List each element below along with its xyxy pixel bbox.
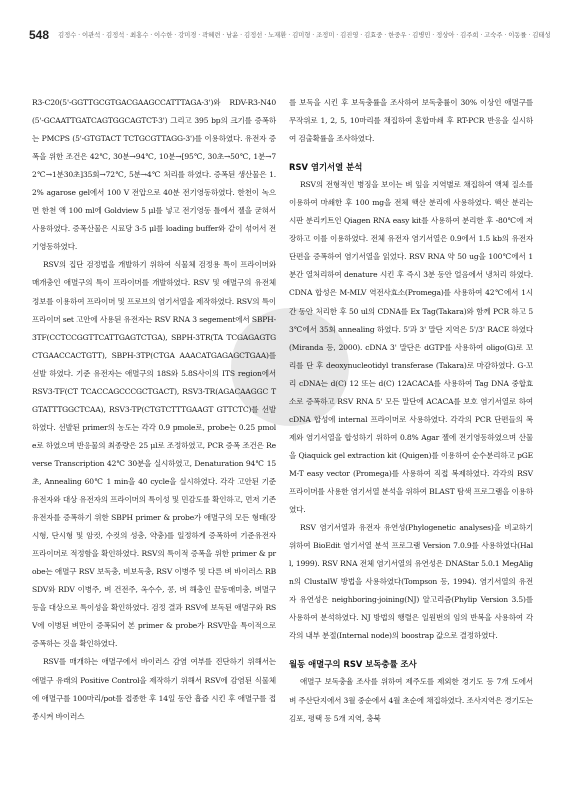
section-spacer <box>289 148 533 158</box>
paragraph: R3-C20(5'-GGTTGCGTGACGAAGCCATTTAGA-3')와 RDV-R3-N40(5'-GCAATTGATCAGTGGCAGTCT-3') 그리고 395 bp의 크기를 증폭하는 PMCPS (5'-GTGTACT TCTGCGTTAGG-3')를 이용하였다. 유전자 증폭을 위한 조건은 42℃, 30분→94℃, 10분→[95℃, 30초→50℃, 1분→72℃→1분30초]35회→72℃, 5분→4℃ 처리를 하였다. 증폭된 생산물은 1.2% agarose gel에서 100 V 전압으로 40분 전기영동하였다. 한천이 녹으면 한천 액 100 ml에 Goldview 5 μl를 넣고 전기영동 틀에서 젤을 굳혀서 사용하였다. 증폭산물은 시료당 3-5 μl를 loading buffer와 같이 섞어서 전기영동하였다. <box>32 98 276 252</box>
left-column <box>32 94 276 726</box>
paragraph: 를 보독을 시킨 후 보독충률을 조사하여 보독충률이 30% 이상인 애멸구를 무작위로 1, 2, 5, 10마리를 채집하여 혼합마쇄 후 RT-PCR 반응을 실시하여 검출확률을 조사하였다. <box>289 98 533 144</box>
section-heading-overwintering: 월동 애멸구의 RSV 보독충률 조사 <box>289 659 417 670</box>
section-spacer <box>289 645 533 655</box>
section-heading-rsv-sequence: RSV 염기서열 분석 <box>289 162 363 173</box>
paragraph: RSV의 집단 검정법을 개발하기 위하여 식물체 검정용 특이 프라이머와 매개충인 애멸구의 특이 프라이머를 개발하였다. RSV 및 애멸구의 유전체 정보를 이용하여 프라이머 및 프로브의 염기서열을 제작하였다. RSV의 특이 프라이머 set 고안에 사용된 유전자는 RSV RNA 3 segement에서 SBPH-3TF(CCTCCGGTTCATTGAGTCTGA), SBPH-3TR(TA TCGAGAGTGCTGAACCACTGTT), SBPH-3TP(CTGA AAACATGAGAGCTGAA)를 선발 하였다. 기준 유전자는 애멸구의 18S와 5.8S사이의 ITS region에서 RSV3-TF(CT TCACCAGCCCGCTGACT), RSV3-TR(AGACAAGGC TGTATTTGGCTCAA), RSV3-TP(CTGTCTTTGAAGT GTTCTC)를 선발하였다. 선발된 primer의 농도는 각각 0.9 pmole로, probe는 0.25 pmole로 하였으며 반응물의 최종량은 25 μl로 조정하였고, PCR 증폭 조건은 Reverse Transcription 42℃ 30분을 실시하였고, Denaturation 94℃ 15초, Annealing 60℃ 1 min을 40 cycle을 실시하였다. 각각 고안된 기준 유전자와 대상 유전자의 프라이머의 특이성 및 민감도를 확인하고, 먼저 기존 유전자를 증폭하기 위한 SBPH primer & probe가 애멸구의 모든 형태(장시형, 단시형 및 암컷, 수컷의 성충, 약충)를 일정하게 증폭하여 기준유전자 프라이머로 적정함을 확인하였다. RSV의 특이적 증폭을 위한 primer & probe는 애멸구 RSV 보독충, 비보독충, RSV 이병주 및 다른 벼 바이러스 RBSDV와 RDV 이병주, 벼 건전주, 옥수수, 콩, 벼 해충인 끝동매미충, 벼멸구 등을 대상으로 특이성을 확인하였다. 검정 결과 RSV에 보독된 애멸구와 RSV에 이병된 벼만이 증폭되어 본 primer & probe가 RSV만을 특이적으로 증폭하는 것을 확인하였다. <box>32 260 276 649</box>
paragraph: 애멸구 보독충율 조사를 위하여 제주도를 제외한 경기도 등 7개 도에서 벼 주산단지에서 3월 중순에서 4월 초순에 채집하였다. 조사지역은 경기도는 김포, 평택 등 5개 지역, 충북 <box>289 677 533 723</box>
paragraph: RSV 염기서열과 유전자 유연성(Phylogenetic analyses)을 비교하기 위하여 BioEdit 염기서열 분석 프로그램 Version 7.0.9를 사용하였다(Hall, 1999). RSV RNA 전체 염기서열의 유연성은 DNAStar 5.0.1 MegAlign의 ClustalW 방법을 사용하였다(Tompson 등, 1994). 염기서열의 유전자 유연성은 neighboring-joining(NJ) 알고리즘(Phylip Version 3.5)를 사용하여 분석하였다. NJ 방법의 행렬은 일원번의 임의 반복을 사용하여 각각의 내부 분절(Internal node)의 boostrap 값으로 결정하였다. <box>289 523 533 641</box>
page-number: 548 <box>29 28 50 42</box>
right-column <box>289 94 533 728</box>
paragraph: RSV를 매개하는 애멸구에서 바이러스 감염 여부를 진단하기 위해서는 애멸구 유래의 Positive Control을 제작하기 위해서 RSV에 감염된 식물체에 애멸구를 100마리/pot를 접종한 후 14일 동안 흡즙 시킨 후 애멸구를 접종시켜 바이러스 <box>32 657 276 721</box>
paragraph: RSV의 전형적인 병징을 보이는 벼 잎을 지역별로 채집하여 액체 질소를 이용하여 마쇄한 후 100 mg을 전체 핵산 분리에 사용하였다. 핵산 분리는 시판 분리키트인 Qiagen RNA easy kit를 사용하여 분리한 후 -80℃에 저장하고 이를 이용하였다. 전체 유전자 염기서열은 0.9에서 1.5 kb의 유전자 단편을 증폭하여 염기서열을 읽었다. RSV RNA 약 50 ug을 100℃에서 1분간 열처리하여 denature 시킨 후 즉시 3분 동안 얼음에서 냉처리 하였다. CDNA 합성은 M-MLV 역전사효소(Promega)를 사용하여 42℃에서 1시간 동안 처리한 후 50 ul의 CDNA를 Ex Tag(Takara)와 함께 PCR 하고 53℃에서 35회 annealing 하였다. 5'과 3' 말단 지역은 5'/3' RACE 하였다 (Miranda 등, 2000). cDNA 3' 말단은 dGTP를 사용하여 oligo(G)로 꼬리를 단 후 deoxynucleotidyl transferase (Takara)로 마감하였다. G-꼬리 cDNA는 d(C) 12 또는 d(C) 12ACACA를 사용하여 Tag DNA 중합효소로 증폭하고 RSV RNA 5' 모든 말단에 ACACA를 보호 염기서열로 하여 cDNA 합성에 internal 프라이머로 사용하였다. 각각의 PCR 단편들의 복제와 염기서열을 합성하기 위하여 0.8% Agar 젤에 전기영동하였으며 산물을 Qiaquick gel extraction kit (Quigen)를 이용하여 순수분리하고 pGEM-T easy vector (Promega)를 사용하여 직접 복제하였다. 각각의 RSV 프라이머를 사용한 염기서열 분석을 위하여 BLAST 탐색 프로그램을 이용하였다. <box>289 180 533 515</box>
running-header-authors: 김정수 · 이관석 · 김정석 · 최홍수 · 이수한 · 강미경 · 곽혜련 · 남윤 · 김정선 · 노재환 · 김미형 · 조정미 · 김진영 · 김효중 · 한중우 · 김병민 · 정상아 · 김주희 · 고숙주 · 이동률 · 김태성 <box>58 31 551 39</box>
